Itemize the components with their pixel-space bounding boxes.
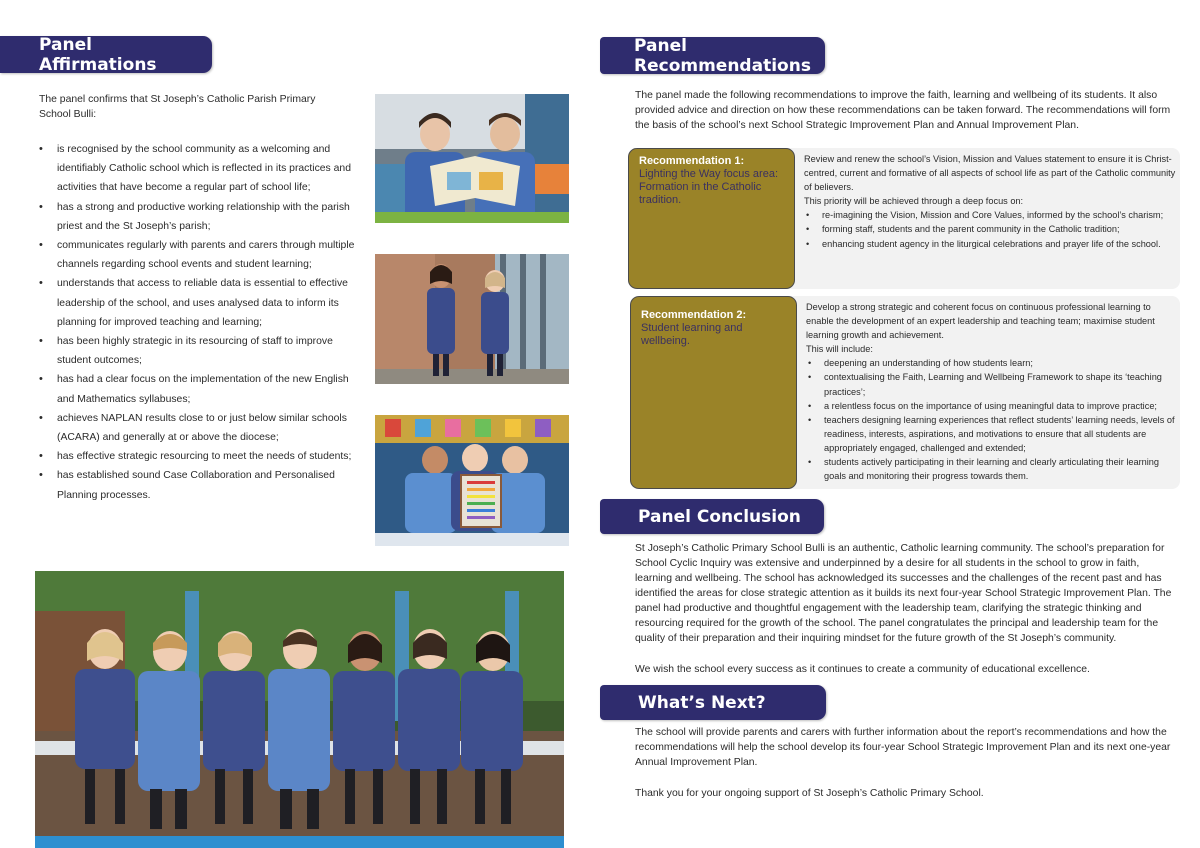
recommendation-2-label [630,296,797,489]
recommendation-1-title: Recommendation 1: [639,155,745,167]
photo-students-reading [375,94,569,223]
recommendations-intro: The panel made the following recommendations to improve the faith, learning and wellbeing of its students. It also provided advice and direction on how these recommendations can be taken forward. The recommendations will form the basis of the school’s next School Strategic Improvement Plan and Annual Improvement Plan. [635,90,1171,131]
affirmation-item: • communicates regularly with parents and carers through multiple channels regarding school events and student learning; [40,236,360,274]
affirmation-item: • achieves NAPLAN results close to or just below similar schools (ACARA) and generally at or above the diocese; [40,409,360,447]
recommendation-1-label [628,148,795,289]
affirmation-item: • has had a clear focus on the implementation of the new English and Mathematics syllabuses; [40,370,360,408]
affirmations-heading-text: Panel Affirmations [39,34,157,75]
recommendation-2-body [806,300,1176,483]
whats-next-heading-text: What’s Next? [638,692,766,713]
whats-next-thanks: Thank you for your ongoing support of St Joseph’s Catholic Primary School. [635,788,984,799]
recommendation-1-body [804,152,1176,251]
recommendation-point: • a relentless focus on the importance of using meaningful data to improve practice; [806,399,1176,413]
recommendation-1-row [628,148,1180,289]
recommendation-point: • deepening an understanding of how students learn; [806,356,1176,370]
recommendation-point: • forming staff, students and the parent community in the Catholic tradition; [804,222,1176,236]
recommendation-point: • students actively participating in their learning and clearly articulating their learning goals and monitoring their progress towards them. [806,455,1176,483]
recommendation-2-focus: Student learning and wellbeing. [641,322,743,347]
photo-abacus [375,415,569,546]
recommendation-2-points [806,356,1176,483]
recommendation-point: • re-imagining the Vision, Mission and Core Values, informed by the school’s charism; [804,208,1176,222]
affirmation-item: • understands that access to reliable data is essential to effective leadership of the school, and uses analysed data to inform its planning for improved teaching and learning; [40,274,360,332]
recommendations-heading [600,37,825,74]
conclusion-wish: We wish the school every success as it continues to create a community of educational excellence. [635,664,1090,675]
recommendation-2-lead: This will include: [806,344,873,355]
affirmation-item: • has a strong and productive working relationship with the parish priest and the St Joseph’s parish; [40,198,360,236]
affirmation-item: • has established sound Case Collaboration and Personalised Planning processes. [40,466,360,504]
affirmations-heading [0,36,212,73]
affirmations-list [40,140,360,505]
recommendation-1-text: Review and renew the school’s Vision, Mission and Values statement to ensure it is Christ-centred, current and formative of all aspects of school life as part of the Catholic community of believers. [804,154,1176,193]
recommendation-point: • enhancing student agency in the liturgical celebrations and prayer life of the school. [804,237,1176,251]
conclusion-heading [600,499,824,534]
photo-two-girls [375,254,569,384]
photo-group-students [35,571,564,848]
recommendation-1-focus: Lighting the Way focus area: Formation in the Catholic tradition. [639,168,779,206]
affirmation-item: • has been highly strategic in its resourcing of staff to improve student outcomes; [40,332,360,370]
recommendation-1-lead: This priority will be achieved through a deep focus on: [804,196,1024,207]
affirmation-item: • has effective strategic resourcing to meet the needs of students; [40,447,360,466]
conclusion-heading-text: Panel Conclusion [638,506,801,527]
whats-next-text: The school will provide parents and carers with further information about the report’s recommendations and how the recommendations will help the school develop its four-year School Strategic Improvement Plan and its next one-year Annual Improvement Plan. [635,727,1171,768]
recommendation-2-row [630,296,1180,489]
whats-next-heading [600,685,826,720]
recommendation-2-title: Recommendation 2: [641,309,747,321]
recommendation-point: • teachers designing learning experiences that reflect students’ learning needs, levels of readiness, interests, aspirations, and motivations to ensure that all students are appropriately engaged, challenged and extended; [806,413,1176,455]
affirmation-item: • is recognised by the school community as a welcoming and identifiably Catholic school which is reflected in its practices and activities that have become a regular part of school life; [40,140,360,198]
recommendation-2-text: Develop a strong strategic and coherent focus on continuous professional learning to enable the development of an expert leadership and teaching team; maximise student learning growth and achievement. [806,302,1155,341]
conclusion-text: St Joseph’s Catholic Primary School Bulli is an authentic, Catholic learning community. The school’s preparation for School Cyclic Inquiry was extensive and underpinned by a desire for all students in the school to grow in faith, learning and wellbeing. The school has acknowledged its successes and the challenges of the recent past and has identified the areas for close strategic attention as it builds its next four-year School Strategic Improvement Plan. The panel had productive and thoughtful engagement with the leadership team, clarifying the strategic thinking and resourcing required for the growth of the school. The panel congratulates the principal and leadership team for the quality of their preparation and their inquiring mindset for the future growth of the St Joseph’s community. [635,543,1172,644]
affirmations-intro: The panel confirms that St Joseph’s Catholic Parish Primary School Bulli: [39,94,316,120]
recommendations-heading-text: Panel Recommendations [634,35,811,76]
recommendation-1-points [804,208,1176,250]
recommendation-point: • contextualising the Faith, Learning and Wellbeing Framework to shape its ‘teaching practices’; [806,370,1176,398]
